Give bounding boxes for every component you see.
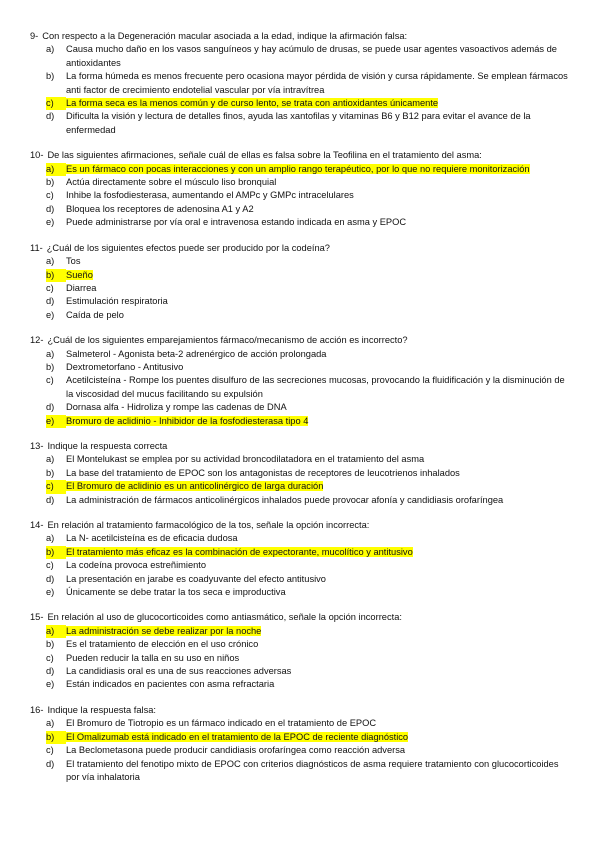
option-letter: e) [46, 415, 66, 428]
option-text: La administración se debe realizar por la noche [66, 625, 262, 636]
option-letter: d) [46, 111, 55, 122]
question-stem [30, 704, 570, 717]
option-text: La base del tratamiento de EPOC son los antagonistas de receptores de leucotrienos inhalados [66, 467, 460, 478]
option-letter: a) [46, 718, 55, 729]
option-letter: c) [46, 745, 54, 756]
question-stem [30, 242, 570, 255]
question-text: Indique la respuesta falsa: [47, 704, 156, 715]
option-letter: d) [46, 296, 55, 307]
option-text: Puede administrarse por vía oral e intravenosa estando indicada en asma y EPOC [66, 217, 407, 228]
answer-options [30, 163, 570, 230]
option-text: La N- acetilcisteína es de eficacia dudosa [66, 533, 238, 544]
answer-option [30, 717, 570, 730]
answer-options [30, 625, 570, 692]
answer-option [30, 559, 570, 572]
answer-option-highlighted [30, 546, 570, 559]
answer-options [30, 717, 570, 784]
option-text: El tratamiento del fenotipo mixto de EPOC con criterios diagnósticos de asma requiere tratamiento con glucocorticoides por vía inhalatoria [66, 758, 559, 782]
question-stem [30, 519, 570, 532]
option-text-wrap [66, 625, 570, 638]
option-letter: b) [46, 361, 55, 372]
question-text: Indique la respuesta correcta [47, 440, 168, 451]
option-text: Salmeterol - Agonista beta-2 adrenérgico de acción prolongada [66, 348, 327, 359]
option-text-wrap [66, 480, 570, 493]
answer-option-highlighted [30, 731, 570, 744]
option-text: Diarrea [66, 282, 97, 293]
option-letter: c) [46, 560, 54, 571]
option-letter: b) [46, 546, 66, 559]
option-text: Bromuro de aclidinio - Inhibidor de la fosfodiesterasa tipo 4 [66, 415, 309, 426]
answer-option [30, 282, 570, 295]
answer-option [30, 110, 570, 137]
answer-option [30, 295, 570, 308]
option-letter: d) [46, 758, 55, 769]
question-text: En relación al tratamiento farmacológico de la tos, señale la opción incorrecta: [47, 520, 370, 530]
option-letter: c) [46, 652, 54, 663]
answer-option [30, 665, 570, 678]
answer-option [30, 255, 570, 268]
question-block [30, 611, 570, 691]
answer-option [30, 309, 570, 322]
option-text: Caída de pelo [66, 309, 124, 320]
answer-option [30, 361, 570, 374]
option-text-wrap [66, 163, 570, 176]
question-block [30, 519, 570, 599]
option-letter: e) [46, 309, 55, 320]
question-text: De las siguientes afirmaciones, señale cuál de ellas es falsa sobre la Teofilina en el tratamiento del asma: [47, 150, 482, 161]
option-letter: d) [46, 203, 55, 214]
answer-option [30, 203, 570, 216]
answer-option-highlighted [30, 480, 570, 493]
option-text: El tratamiento más eficaz es la combinación de expectorante, mucolítico y antitusivo [66, 546, 413, 557]
question-stem [30, 611, 570, 624]
option-text: Es el tratamiento de elección en el uso crónico [66, 639, 259, 650]
option-letter: c) [46, 190, 54, 201]
question-number: 16- [30, 704, 44, 715]
answer-option [30, 638, 570, 651]
question-text: ¿Cuál de los siguientes emparejamientos fármaco/mecanismo de acción es incorrecto? [47, 335, 408, 346]
option-text: Sueño [66, 269, 93, 280]
question-text: Con respecto a la Degeneración macular asociada a la edad, indique la afirmación falsa: [42, 31, 408, 41]
answer-option [30, 216, 570, 229]
answer-option-highlighted [30, 97, 570, 110]
option-letter: a) [46, 454, 55, 465]
option-text: El Bromuro de Tiotropio es un fármaco indicado en el tratamiento de EPOC [66, 718, 377, 729]
option-letter: b) [46, 731, 66, 744]
option-text: Tos [66, 256, 81, 267]
answer-option [30, 532, 570, 545]
question-text: ¿Cuál de los siguientes efectos puede ser producido por la codeína? [46, 242, 330, 253]
option-letter: c) [46, 480, 66, 493]
option-text: La administración de fármacos anticolinérgicos inhalados puede provocar afonía y candidiasis orofaríngea [66, 494, 504, 505]
answer-option [30, 453, 570, 466]
answer-options [30, 43, 570, 137]
answer-option [30, 494, 570, 507]
option-text-wrap [66, 415, 570, 428]
option-letter: b) [46, 639, 55, 650]
option-text: Causa mucho daño en los vasos sanguíneos y hay acúmulo de drusas, se puede usar agentes vasoactivos además de antioxidantes [66, 44, 557, 68]
option-letter: d) [46, 402, 55, 413]
answer-option-highlighted [30, 269, 570, 282]
option-letter: a) [46, 348, 55, 359]
answer-option [30, 586, 570, 599]
option-letter: a) [46, 533, 55, 544]
question-number: 15- [30, 612, 44, 623]
answer-option [30, 176, 570, 189]
option-letter: c) [46, 97, 66, 110]
option-text: Bloquea los receptores de adenosina A1 y A2 [66, 203, 254, 214]
question-number: 9- [30, 31, 39, 41]
question-block [30, 242, 570, 322]
option-letter: e) [46, 217, 55, 228]
option-text: El Bromuro de aclidinio es un anticolinérgico de larga duración [66, 481, 324, 492]
answer-option [30, 744, 570, 757]
answer-option [30, 652, 570, 665]
option-letter: c) [46, 282, 54, 293]
option-text: Actúa directamente sobre el músculo liso bronquial [66, 177, 277, 188]
question-stem [30, 440, 570, 453]
question-block [30, 30, 570, 137]
option-text: La presentación en jarabe es coadyuvante del efecto antitusivo [66, 573, 326, 584]
option-letter: d) [46, 573, 55, 584]
answer-option [30, 374, 570, 401]
option-letter: b) [46, 269, 66, 282]
question-block [30, 704, 570, 784]
option-text: La candidiasis oral es una de sus reacciones adversas [66, 666, 292, 677]
question-block [30, 440, 570, 507]
answer-option [30, 678, 570, 691]
option-letter: a) [46, 625, 66, 638]
option-text: La codeína provoca estreñimiento [66, 560, 207, 571]
answer-options [30, 532, 570, 599]
option-text: Estimulación respiratoria [66, 296, 168, 307]
option-text: El Montelukast se emplea por su actividad broncodilatadora en el tratamiento del asma [66, 454, 425, 465]
answer-option [30, 70, 570, 97]
option-text: Dificulta la visión y lectura de detalles finos, ayuda las xantofilas y vitaminas B6 y B12 para evitar el avance de la enfermedad [66, 111, 531, 135]
option-text-wrap [66, 269, 570, 282]
option-text: Inhibe la fosfodiesterasa, aumentando el AMPc y GMPc intracelulares [66, 190, 354, 201]
option-text-wrap [66, 97, 570, 110]
question-stem [30, 149, 570, 162]
option-text: Están indicados en pacientes con asma refractaria [66, 679, 275, 690]
option-text: La forma seca es la menos común y de curso lento, se trata con antioxidantes únicamente [66, 98, 439, 109]
answer-option [30, 573, 570, 586]
answer-options [30, 255, 570, 322]
question-number: 12- [30, 335, 44, 346]
question-number: 10- [30, 150, 44, 161]
option-text-wrap [66, 731, 570, 744]
option-text: La forma húmeda es menos frecuente pero ocasiona mayor pérdida de visión y cursa rápidamente. Se emplean fármacos anti factor de crecimiento endotelial vascular por vía intravítrea [66, 71, 568, 95]
question-number: 11- [30, 242, 43, 253]
answer-options [30, 348, 570, 428]
answer-option-highlighted [30, 415, 570, 428]
option-letter: b) [46, 467, 55, 478]
answer-option [30, 467, 570, 480]
answer-option [30, 401, 570, 414]
option-text: La Beclometasona puede producir candidiasis orofaríngea como reacción adversa [66, 745, 406, 756]
option-letter: a) [46, 44, 55, 55]
option-text: Únicamente se debe tratar la tos seca e improductiva [66, 587, 286, 598]
answer-option-highlighted [30, 625, 570, 638]
option-text-wrap [66, 546, 570, 559]
option-letter: b) [46, 177, 55, 188]
question-number: 13- [30, 440, 44, 451]
answer-options [30, 453, 570, 507]
question-text: En relación al uso de glucocorticoides como antiasmático, señale la opción incorrecta: [47, 612, 402, 623]
option-text: Es un fármaco con pocas interacciones y con un amplio rango terapéutico, por lo que no requiere monitorización [66, 163, 530, 174]
option-text: Dextrometorfano - Antitusivo [66, 361, 184, 372]
answer-option [30, 348, 570, 361]
question-block [30, 334, 570, 428]
answer-option-highlighted [30, 163, 570, 176]
option-letter: d) [46, 666, 55, 677]
option-letter: a) [46, 256, 55, 267]
option-letter: b) [46, 71, 55, 82]
question-stem [30, 334, 570, 347]
option-letter: c) [46, 375, 54, 386]
answer-option [30, 43, 570, 70]
question-block [30, 149, 570, 229]
question-stem [30, 30, 570, 43]
option-letter: d) [46, 494, 55, 505]
option-text: El Omalizumab está indicado en el tratamiento de la EPOC de reciente diagnóstico [66, 731, 409, 742]
option-text: Acetilcisteína - Rompe los puentes disulfuro de las secreciones mucosas, provocando la fluidificación y la disminución de la viscosidad del mucus facilitando su expulsión [66, 375, 565, 399]
option-letter: e) [46, 679, 55, 690]
option-text: Dornasa alfa - Hidroliza y rompe las cadenas de DNA [66, 402, 287, 413]
question-number: 14- [30, 520, 44, 530]
option-letter: e) [46, 587, 55, 598]
option-text: Pueden reducir la talla en su uso en niños [66, 652, 240, 663]
option-letter: a) [46, 163, 66, 176]
answer-option [30, 189, 570, 202]
answer-option [30, 758, 570, 785]
